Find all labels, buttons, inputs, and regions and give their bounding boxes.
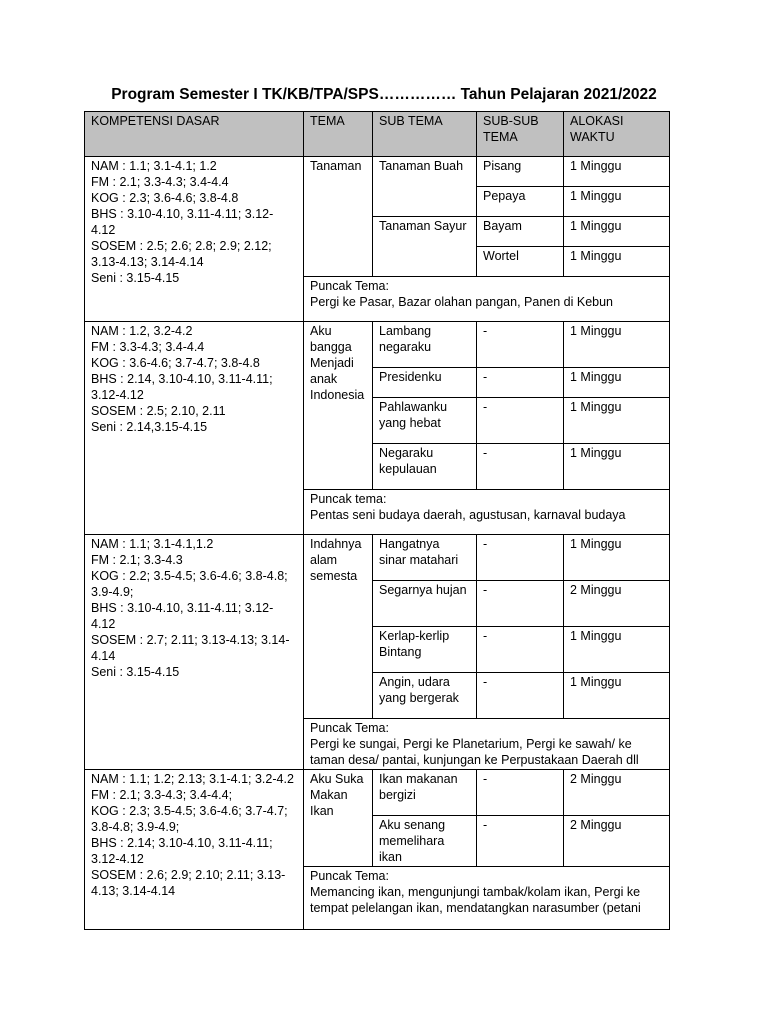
kd-line: KOG : 3.6-4.6; 3.7-4.7; 3.8-4.8 xyxy=(91,356,260,370)
alokasi-cell: 2 Minggu xyxy=(564,581,670,627)
sub-sub-tema-cell: - xyxy=(477,398,564,444)
puncak-tema-label: Puncak tema: xyxy=(310,492,387,506)
sub-sub-tema-cell: - xyxy=(477,770,564,816)
tema-cell: Indahnya alam semesta xyxy=(304,535,373,719)
kd-line: BHS : 3.10-4.10, 3.11-4.11; 3.12-4.12 xyxy=(91,601,274,631)
alokasi-cell: 1 Minggu xyxy=(564,368,670,398)
kd-line: BHS : 2.14; 3.10-4.10, 3.11-4.11; 3.12-4.12 xyxy=(91,836,273,866)
puncak-tema-text: Pergi ke sungai, Pergi ke Planetarium, Pergi ke sawah/ ke taman desa/ pantai, kunjungan ke Perpustakaan Daerah dll xyxy=(310,737,639,767)
sub-sub-tema-cell: - xyxy=(477,816,564,867)
sub-sub-tema-cell: - xyxy=(477,581,564,627)
kd-line: BHS : 3.10-4.10, 3.11-4.11; 3.12-4.12 xyxy=(91,207,274,237)
sub-sub-tema-cell: Pisang xyxy=(477,157,564,187)
kd-line: FM : 2.1; 3.3-4.3; 3.4-4.4 xyxy=(91,175,229,189)
program-semester-table xyxy=(84,111,670,930)
puncak-tema-cell xyxy=(304,490,670,535)
table-row xyxy=(85,770,670,816)
puncak-tema-text: Memancing ikan, mengunjungi tambak/kolam ikan, Pergi ke tempat pelelangan ikan, mendatangkan narasumber (petani xyxy=(310,885,641,915)
sub-tema-cell: Tanaman Sayur xyxy=(373,217,477,277)
sub-sub-tema-cell: - xyxy=(477,535,564,581)
sub-tema-cell: Aku senang memelihara ikan xyxy=(373,816,477,867)
puncak-tema-content xyxy=(310,868,663,928)
puncak-tema-cell xyxy=(304,867,670,930)
sub-tema-cell: Pahlawanku yang hebat xyxy=(373,398,477,444)
table-row xyxy=(85,535,670,581)
kd-line: FM : 3.3-4.3; 3.4-4.4 xyxy=(91,340,205,354)
sub-tema-cell: Ikan makanan bergizi xyxy=(373,770,477,816)
kd-line: KOG : 2.3; 3.5-4.5; 3.6-4.6; 3.7-4.7; 3.8-4.8; 3.9-4.9; xyxy=(91,804,288,834)
alokasi-cell: 1 Minggu xyxy=(564,247,670,277)
alokasi-cell: 2 Minggu xyxy=(564,816,670,867)
sub-tema-cell: Presidenku xyxy=(373,368,477,398)
kd-line: NAM : 1.2, 3.2-4.2 xyxy=(91,324,193,338)
tema-cell: Aku Suka Makan Ikan xyxy=(304,770,373,867)
kd-line: SOSEM : 2.7; 2.11; 3.13-4.13; 3.14-4.14 xyxy=(91,633,290,663)
alokasi-cell: 1 Minggu xyxy=(564,217,670,247)
sub-tema-cell: Tanaman Buah xyxy=(373,157,477,217)
kompetensi-dasar-cell xyxy=(85,322,304,535)
sub-tema-cell: Segarnya hujan xyxy=(373,581,477,627)
table-row xyxy=(85,157,670,187)
kompetensi-dasar-cell xyxy=(85,157,304,322)
tema-cell: Aku bangga Menjadi anak Indonesia xyxy=(304,322,373,490)
alokasi-cell: 2 Minggu xyxy=(564,770,670,816)
alokasi-cell: 1 Minggu xyxy=(564,187,670,217)
puncak-tema-cell xyxy=(304,719,670,770)
puncak-tema-label: Puncak Tema: xyxy=(310,721,389,735)
alokasi-cell: 1 Minggu xyxy=(564,157,670,187)
puncak-tema-cell xyxy=(304,277,670,322)
sub-sub-tema-cell: - xyxy=(477,322,564,368)
sub-sub-tema-cell: Pepaya xyxy=(477,187,564,217)
alokasi-cell: 1 Minggu xyxy=(564,398,670,444)
puncak-tema-text: Pentas seni budaya daerah, agustusan, karnaval budaya xyxy=(310,508,626,522)
alokasi-cell: 1 Minggu xyxy=(564,673,670,719)
header-alokasi-waktu: ALOKASI WAKTU xyxy=(564,112,670,157)
kd-line: NAM : 1.1; 3.1-4.1; 1.2 xyxy=(91,159,217,173)
sub-tema-cell: Kerlap-kerlip Bintang xyxy=(373,627,477,673)
sub-sub-tema-cell: - xyxy=(477,368,564,398)
sub-tema-cell: Negaraku kepulauan xyxy=(373,444,477,490)
kd-line: SOSEM : 2.5; 2.6; 2.8; 2.9; 2.12; 3.13-4.13; 3.14-4.14 xyxy=(91,239,272,269)
kd-line: FM : 2.1; 3.3-4.3; 3.4-4.4; xyxy=(91,788,233,802)
sub-sub-tema-cell: Bayam xyxy=(477,217,564,247)
puncak-tema-text: Pergi ke Pasar, Bazar olahan pangan, Panen di Kebun xyxy=(310,295,613,309)
kd-line: BHS : 2.14, 3.10-4.10, 3.11-4.11; 3.12-4.12 xyxy=(91,372,273,402)
page-title: Program Semester I TK/KB/TPA/SPS…………… Tahun Pelajaran 2021/2022 xyxy=(111,86,657,103)
kd-line: SOSEM : 2.6; 2.9; 2.10; 2.11; 3.13-4.13; 3.14-4.14 xyxy=(91,868,286,898)
kd-line: FM : 2.1; 3.3-4.3 xyxy=(91,553,183,567)
kd-line: Seni : 3.15-4.15 xyxy=(91,271,180,285)
kd-line: Seni : 3.15-4.15 xyxy=(91,665,180,679)
sub-tema-cell: Angin, udara yang bergerak xyxy=(373,673,477,719)
alokasi-cell: 1 Minggu xyxy=(564,444,670,490)
sub-tema-cell: Lambang negaraku xyxy=(373,322,477,368)
tema-cell: Tanaman xyxy=(304,157,373,277)
alokasi-cell: 1 Minggu xyxy=(564,535,670,581)
table-row xyxy=(85,322,670,368)
sub-sub-tema-cell: - xyxy=(477,444,564,490)
header-tema: TEMA xyxy=(304,112,373,157)
alokasi-cell: 1 Minggu xyxy=(564,627,670,673)
kd-line: KOG : 2.3; 3.6-4.6; 3.8-4.8 xyxy=(91,191,239,205)
table-header-row xyxy=(85,112,670,157)
puncak-tema-label: Puncak Tema: xyxy=(310,279,389,293)
kd-line: NAM : 1.1; 1.2; 2.13; 3.1-4.1; 3.2-4.2 xyxy=(91,772,294,786)
header-kompetensi-dasar: KOMPETENSI DASAR xyxy=(85,112,304,157)
kompetensi-dasar-cell xyxy=(85,535,304,770)
header-sub-tema: SUB TEMA xyxy=(373,112,477,157)
sub-tema-cell: Hangatnya sinar matahari xyxy=(373,535,477,581)
alokasi-cell: 1 Minggu xyxy=(564,322,670,368)
sub-sub-tema-cell: Wortel xyxy=(477,247,564,277)
kd-line: KOG : 2.2; 3.5-4.5; 3.6-4.6; 3.8-4.8; 3.9-4.9; xyxy=(91,569,288,599)
kd-line: NAM : 1.1; 3.1-4.1,1.2 xyxy=(91,537,214,551)
header-sub-sub-tema: SUB-SUB TEMA xyxy=(477,112,564,157)
sub-sub-tema-cell: - xyxy=(477,673,564,719)
kd-line: Seni : 2.14,3.15-4.15 xyxy=(91,420,208,434)
puncak-tema-label: Puncak Tema: xyxy=(310,869,389,883)
kompetensi-dasar-cell xyxy=(85,770,304,930)
kd-line: SOSEM : 2.5; 2.10, 2.11 xyxy=(91,404,226,418)
sub-sub-tema-cell: - xyxy=(477,627,564,673)
